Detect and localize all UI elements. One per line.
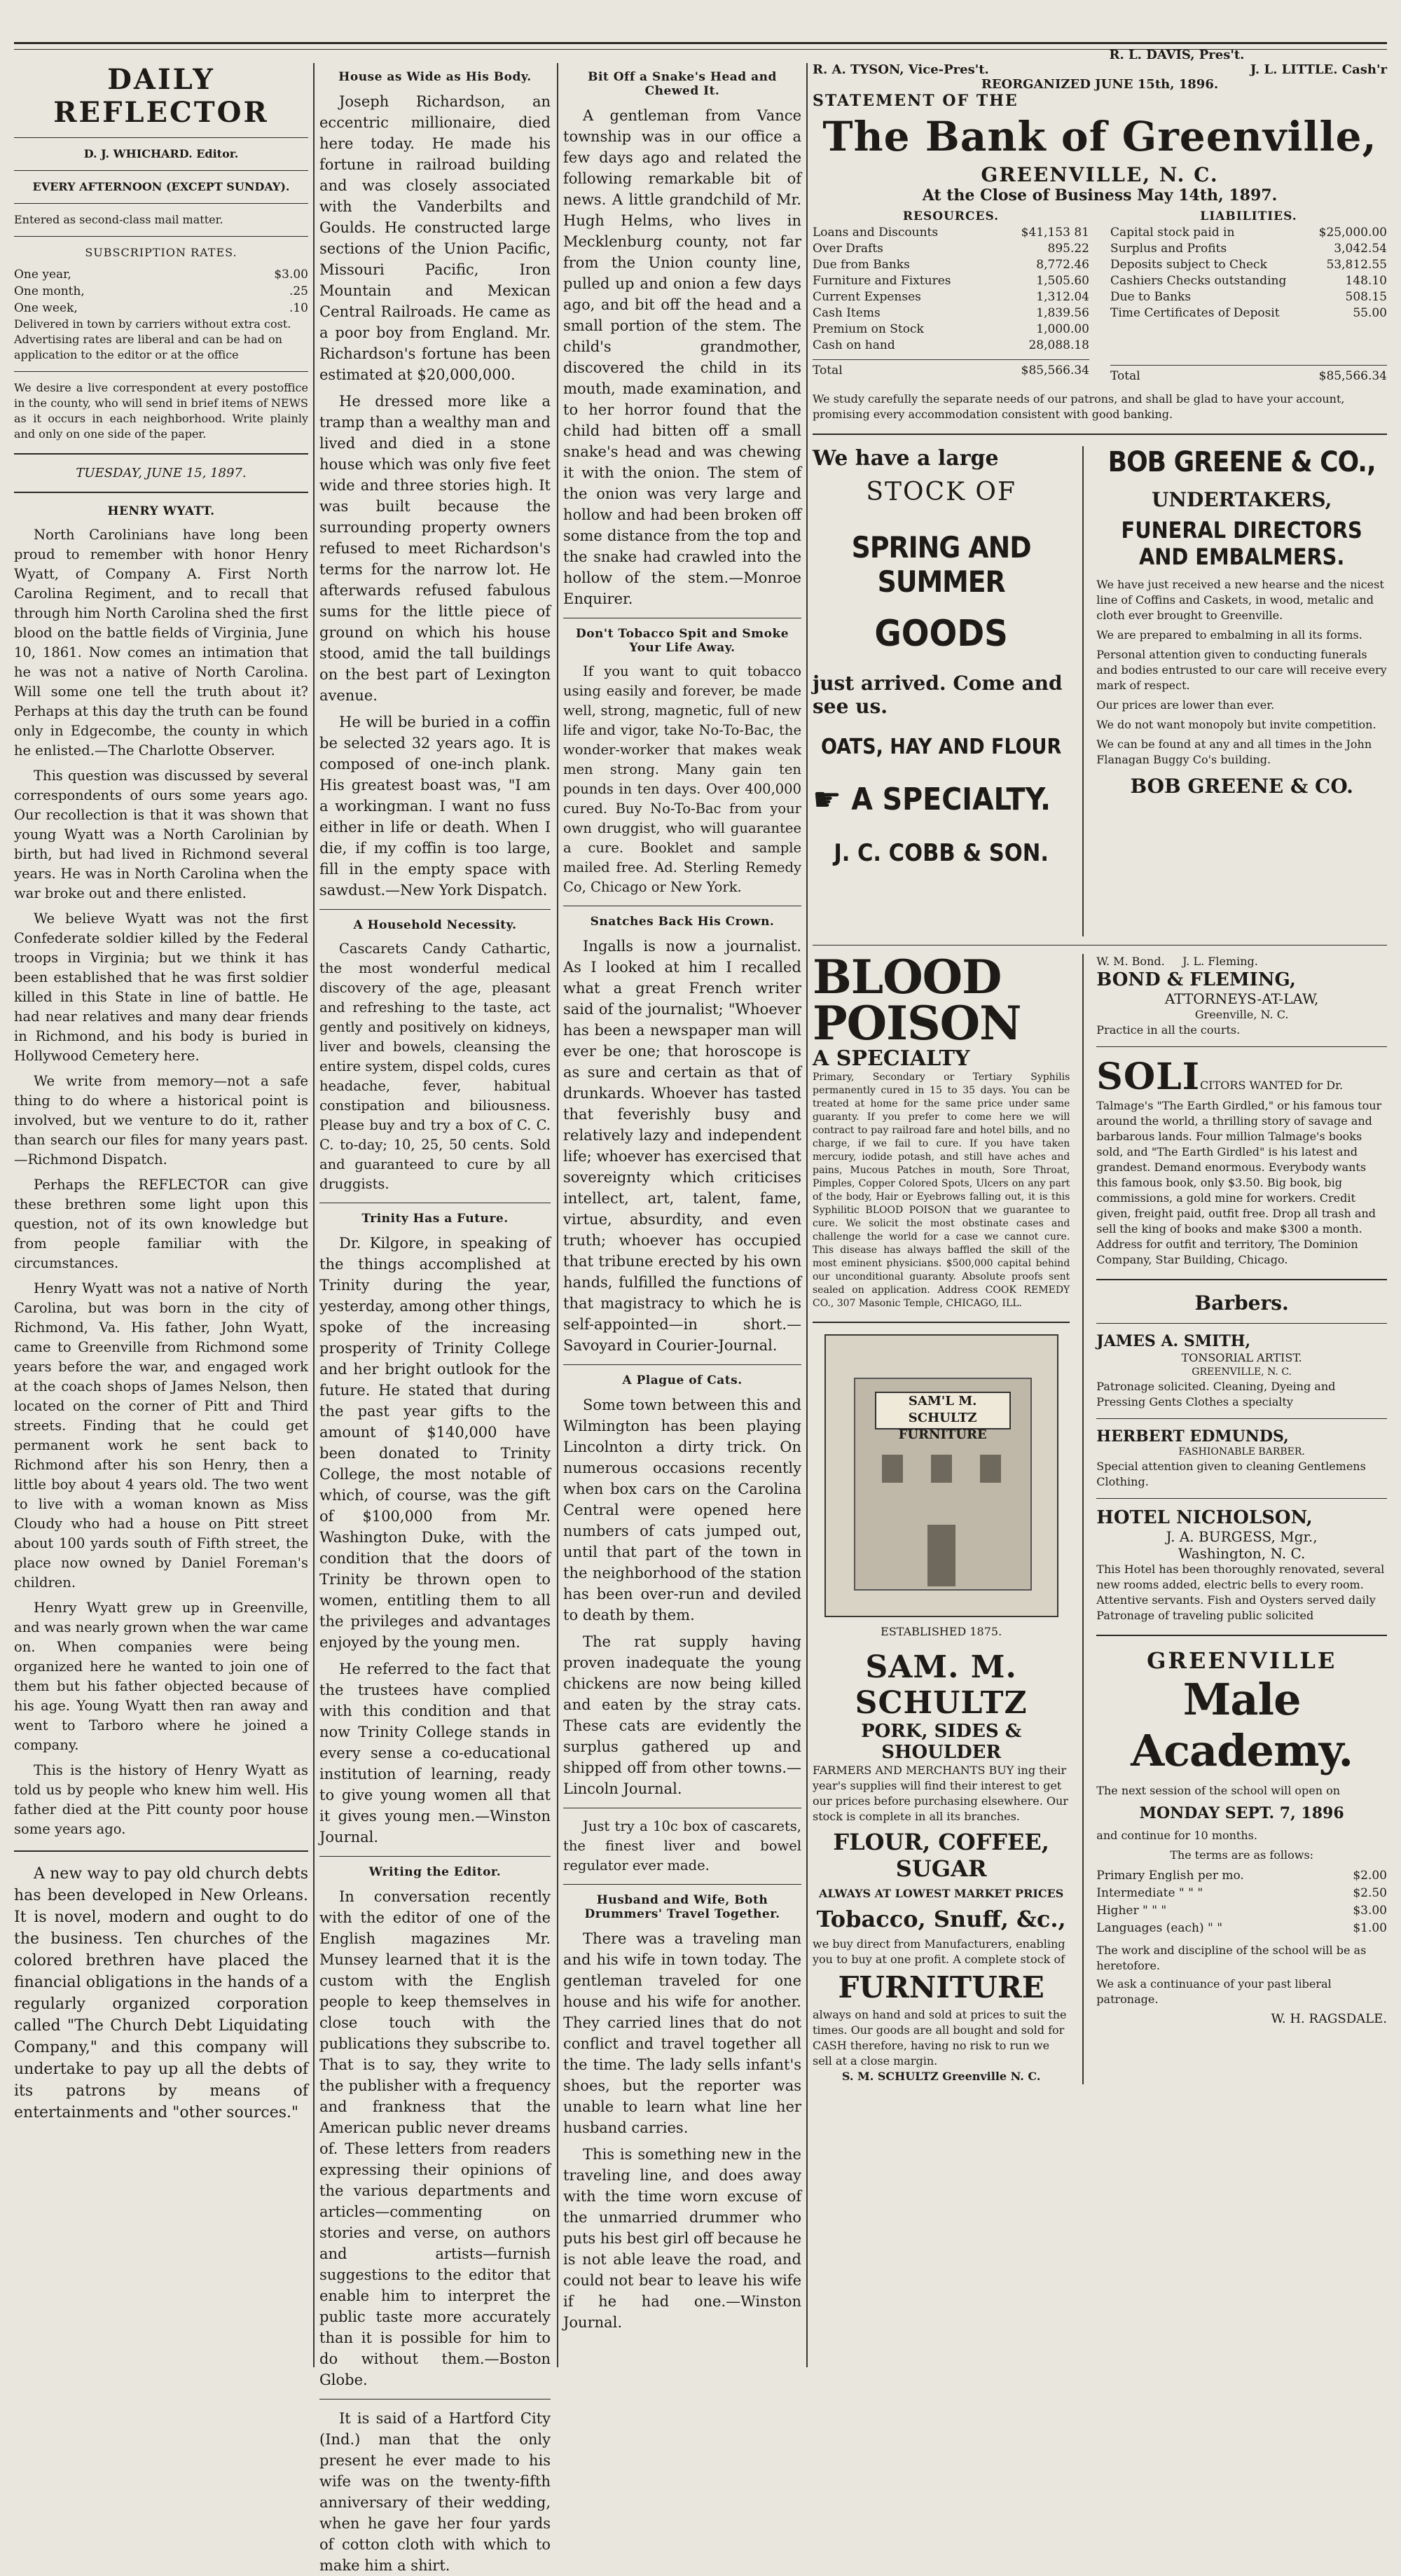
article-paragraph: He will be buried in a coffin be selected 32 years ago. It is composed of one-inch plank. His greatest boast was, "I am a workingman. I want no fuss either in life or death. When I die, if my coffin is too large, fill in the empty space with sawdust.—New York Dispatch. xyxy=(319,714,551,899)
bank-reorganized: REORGANIZED JUNE 15th, 1896. xyxy=(981,77,1219,92)
ledger-total: Total $85,566.34 xyxy=(813,359,1089,379)
ledger-row: Cash on hand 28,088.18 xyxy=(813,338,1089,352)
smith-city: GREENVILLE, N. C. xyxy=(1192,1366,1292,1378)
advertising-note: Advertising rates are liberal and can be had on application to the editor or at the office xyxy=(14,333,282,361)
lawyers-city: Greenville, N. C. xyxy=(1194,1008,1289,1021)
article-title: Bit Off a Snake's Head and Chewed It. xyxy=(588,70,777,98)
academy-session: The next session of the school will open on xyxy=(1096,1784,1341,1797)
terms-row: Primary English per mo. $2.00 xyxy=(1096,1869,1387,1883)
subscription-rates xyxy=(14,266,308,317)
terms-row: Languages (each) " " $1.00 xyxy=(1096,1921,1387,1935)
smith-title: TONSORIAL ARTIST. xyxy=(1181,1351,1302,1364)
article-paragraph: Joseph Richardson, an eccentric millionaire, died here today. He made his fortune in railroad building and was closely associated with the Vanderbilts and Goulds. He constructed large sections of the Union Pacific, Missouri Pacific, Iron Mountain and Mexican Central Railroads. He came as a poor boy from England. Mr. Richardson's fortune has been estimated at $20,000,000. xyxy=(319,93,551,383)
terms-row: Higher " " " $3.00 xyxy=(1096,1904,1387,1918)
bank-close-date: At the Close of Business May 14th, 1897. xyxy=(922,186,1278,205)
ledger-row: Deposits subject to Check 53,812.55 xyxy=(1110,258,1387,272)
article-paragraph: He dressed more like a tramp than a wealthy man and lived and died in a stone house which was only five feet wide and three stories high. It was built because the surrounding property owners refused to meet Richardson's terms for the narrow lot. He afterwards refused fabulous sums for the little piece of ground on which his house stood, amid the tall buildings on the best part of Lexington avenue. xyxy=(319,393,551,704)
ledger-row: Current Expenses 1,312.04 xyxy=(813,290,1089,304)
cobb-name: J. C. COBB & SON. xyxy=(834,839,1049,867)
delivery-note: Delivered in town by carriers without extra cost. xyxy=(14,317,291,331)
store-window xyxy=(882,1455,903,1483)
greene-name: BOB GREENE & CO., xyxy=(1107,446,1376,478)
lawyers-firm: BOND & FLEMING, xyxy=(1096,969,1296,990)
bank-officers xyxy=(813,62,1387,77)
greene-text: Personal attention given to conducting funerals and bodies entrusted to our care will receive every mark of respect. xyxy=(1096,648,1387,692)
article-paragraph: In conversation recently with the editor of one of the English magazines Mr. Munsey learned that it is the custom with the English people to keep themselves in close touch with the publications they subscribe to. That is to say, they write to the publisher with a frequency and frankness that the American public never dreams of. These letters from readers expressing their opinions of the various departments and articles—commenting on stories and verse, on authors and artists—furnish suggestions to the editor that enable him to interpret the public taste more accurately than it is possible for him to do without them.—Boston Globe. xyxy=(319,1888,551,2388)
issue-date: TUESDAY, JUNE 15, 1897. xyxy=(76,466,247,480)
column-2 xyxy=(319,63,551,2574)
article-paragraph: This is something new in the traveling line, and does away with the time worn excuse of the unmarried drummer who puts his best girl off because he is not able leave the road, and could not bear to leave his wife if he had one.—Winston Journal. xyxy=(563,2146,801,2331)
article-paragraph: Dr. Kilgore, in speaking of the things accomplished at Trinity during the year, yesterday, among other things, spoke of the increasing prosperity of Trinity College and her bright outlook for the future. He stated that during the past year gifts to the amount of $140,000 have been donated to Trinity College, the most notable of which, of course, was the gift of $100,000 from Mr. Washington Duke, with the condition that the doors of Trinity be thrown open to women, entitling them to all the privileges and advantages enjoyed by the young men. xyxy=(319,1235,551,1651)
academy-discipline: The work and discipline of the school will be as heretofore. xyxy=(1096,1944,1367,1972)
ledger-row: Time Certificates of Deposit 55.00 xyxy=(1110,306,1387,320)
academy-date: MONDAY SEPT. 7, 1896 xyxy=(1139,1804,1344,1822)
bank-statement: STATEMENT OF THE xyxy=(813,92,1019,110)
masthead-editor: D. J. WHICHARD. Editor. xyxy=(83,147,239,160)
store-illustration xyxy=(824,1334,1058,1617)
ledger-row: Surplus and Profits 3,042.54 xyxy=(1110,242,1387,256)
column-4-advertisements xyxy=(813,48,1387,2352)
edmunds-title: FASHIONABLE BARBER. xyxy=(1178,1446,1305,1457)
article-paragraph: Just try a 10c box of cascarets, the finest liver and bowel regulator ever made. xyxy=(563,1818,801,1874)
article-paragraph: Ingalls is now a journalist. As I looked at him I recalled what a great French writer said of the journalist; "Whoever has been a newspaper man will ever be one; that horoscope is as sure and certain as that of drunkards. Whoever has tasted that feverishly busy and relatively lazy and independent life; whoever has exercised that sovereignty which criticises intellect, art, talent, fame, virtue, absurdity, and even truth; whoever has occupied that tribune erected by his own hands, fulfilled the functions of that magistracy to which he is self-appointed—in short.—Savoyard in Courier-Journal. xyxy=(563,938,801,1354)
rate-row: One month, .25 xyxy=(14,284,308,298)
lawyers-names: W. M. Bond. J. L. Fleming. xyxy=(1096,955,1258,968)
schultz-footer: always on hand and sold at prices to suit the times. Our goods are all bought and sold for CASH therefore, having no risk to run we sell at a close margin. xyxy=(813,2008,1067,2068)
barbers-heading: Barbers. xyxy=(1194,1292,1289,1315)
cobb-specialty: A SPECIALTY. xyxy=(851,781,1051,817)
column-1 xyxy=(14,63,308,2367)
right-ad-stack xyxy=(1084,954,1387,2084)
academy-patronage: We ask a continuance of your past liberal patronage. xyxy=(1096,1977,1332,2006)
greene-ad xyxy=(1084,446,1387,936)
greene-text: We are prepared to embalming in all its forms. xyxy=(1096,628,1362,642)
ledger-row: Loans and Discounts $41,153 81 xyxy=(813,226,1089,240)
bank-vice-president: R. A. TYSON, Vice-Pres't. xyxy=(813,62,989,77)
ad-row-cobb-greene xyxy=(813,446,1387,936)
masthead-schedule: EVERY AFTERNOON (EXCEPT SUNDAY). xyxy=(32,180,290,193)
academy-ad xyxy=(1096,1647,1387,2026)
blood-poison-subtitle: A SPECIALTY xyxy=(813,1046,970,1071)
article-paragraph: A new way to pay old church debts has been developed in New Orleans. It is novel, modern and ought to do the business. Ten churches of the colored brethren have placed the financial obligations in the hands of a regularly organized corporation called "The Church Debt Liquidating Company," and this company will undertake to pay up all the debts of its patrons by means of entertainments and "other sources." xyxy=(14,1865,308,2121)
article-paragraph: North Carolinians have long been proud to remember with honor Henry Wyatt, of Company A. First North Carolina Regiment, and to recall that through him North Carolina shed the first blood on the battle fields of Virginia, June 10, 1861. Now comes an intimation that he was not a native of North Carolina. Will some one tell the truth about it? Perhaps at this day the truth can be found only in Edgecombe, the county in which he enlisted.—The Charlotte Observer. xyxy=(14,527,308,759)
article-paragraph: The rat supply having proven inadequate the young chickens are now being killed and eaten by the stray cats. These cats are evidently the surplus gathered up and shipped off from other towns.—Lincoln Journal. xyxy=(563,1633,801,1797)
article-paragraph: There was a traveling man and his wife in town today. The gentleman traveled for one house and his wife for another. They carried lines that do not conflict and travel together all the time. The lady sells infant's shoes, but the reporter was unable to learn what line her husband carries. xyxy=(563,1930,801,2136)
store-window xyxy=(931,1455,952,1483)
liabilities-heading: LIABILITIES. xyxy=(1200,209,1297,223)
article-paragraph: Perhaps the REFLECTOR can give these brethren some light upon this question, not of its own knowledge but from people familiar with the circumstances. xyxy=(14,1177,308,1271)
schultz-established: ESTABLISHED 1875. xyxy=(881,1625,1002,1638)
column-divider xyxy=(806,63,808,2367)
ledger-row: Furniture and Fixtures 1,505.60 xyxy=(813,274,1089,288)
article-paragraph: Henry Wyatt was not a native of North Carolina, but was born in the city of Richmond, Va. His father, John Wyatt, came to Greenville from Richmond some years before the war, and engaged work at the coach shops of James Nelson, then located on the corner of Pitt and Third streets. Finding that he could get permanent work he sent back to Richmond after his son Henry, then a little boy about 4 years old. The two went to live with a woman known as Miss Cloudy who had a house on Pitt street about 100 yards south of Fifth street, the place now owned by Daniel Foreman's children. xyxy=(14,1280,308,1591)
bank-ad xyxy=(813,48,1387,422)
bank-liabilities xyxy=(1110,209,1387,385)
bank-resources xyxy=(813,209,1089,385)
schultz-tobacco: Tobacco, Snuff, &c., xyxy=(816,1906,1066,1932)
pointing-hand-icon: ☛ xyxy=(813,780,842,818)
masthead-title: DAILY REFLECTOR xyxy=(53,63,269,129)
cobb-oats: OATS, HAY AND FLOUR xyxy=(821,735,1062,759)
store-sign: SAM'L M. SCHULTZ FURNITURE xyxy=(875,1392,1011,1429)
article-paragraph: This question was discussed by several correspondents of ours some years ago. Our recollection is that it was shown that young Wyatt was a North Carolinian by birth, but had lived in Richmond several years. He was in North Carolina when the war broke out and there enlisted. xyxy=(14,768,308,901)
rate-row: One year, $3.00 xyxy=(14,268,308,282)
academy-signature: W. H. RAGSDALE. xyxy=(1271,2011,1387,2026)
greene-funeral: FUNERAL DIRECTORS AND EMBALMERS. xyxy=(1121,517,1362,570)
schultz-name: SAM. M. SCHULTZ xyxy=(855,1649,1028,1721)
article-title: HENRY WYATT. xyxy=(107,504,215,518)
rate-row: One week, .10 xyxy=(14,301,308,315)
hotel-ad xyxy=(1096,1507,1387,1623)
article-title: A Plague of Cats. xyxy=(622,1373,743,1387)
solicitors-text: CITORS WANTED for Dr. Talmage's "The Earth Girdled," or his famous tour around the world, a thrilling story of savage and barbarous lands. Four million Talmage's books sold, and "The Earth Girdled" is his latest and grandest. Demand enormous. Everybody wants this famous book, only $3.50. Big book, big commissions, a gold mine for workers. Credit given, freight paid, outfit free. Drop all trash and sell the king of books and make $300 a month. Address for outfit and territory, The Dominion Company, Star Building, Chicago. xyxy=(1096,1079,1382,1266)
solicitors-head: SOLI xyxy=(1096,1055,1201,1098)
correspondent-note: We desire a live correspondent at every postoffice in the county, who will send in brief items of NEWS as it occurs in each neighborhood. Write plainly and only on one side of the paper. xyxy=(14,381,308,441)
ledger-row: Cashiers Checks outstanding 148.10 xyxy=(1110,274,1387,288)
ad-row-lower xyxy=(813,950,1387,2084)
article-paragraph: Cascarets Candy Cathartic, the most wonderful medical discovery of the age, pleasant and refreshing to the taste, act gently and positively on kidneys, liver and bowels, cleansing the entire system, dispel colds, cures headache, fever, habitual constipation and biliousness. Please buy and try a box of C. C. C. to-day; 10, 25, 50 cents. Sold and guaranteed to cure by all druggists. xyxy=(319,941,551,1192)
blood-poison-text: Primary, Secondary or Tertiary Syphilis permanently cured in 15 to 35 days. You can be treated at home for the same price under same guaranty. If you prefer to come here we will contract to pay railroad fare and hotel bills, and no charge, if we fail to cure. If you have taken mercury, iodide potash, and still have aches and pains, Mucous Patches in mouth, Sore Throat, Pimples, Copper Colored Spots, Ulcers on any part of the body, Hair or Eyebrows falling out, it is this Syphilitic BLOOD POISON that we guarantee to cure. We solicit the most obstinate cases and challenge the world for a case we cannot cure. This disease has always baffled the skill of the most eminent physicians. $500,000 capital behind our unconditional guaranty. Absolute proofs sent sealed on application. Address COOK REMEDY CO., 307 Masonic Temple, CHICAGO, ILL. xyxy=(813,1072,1070,1309)
smith-name: JAMES A. SMITH, xyxy=(1096,1332,1251,1350)
article-paragraph: We believe Wyatt was not the first Confederate soldier killed by the Federal troops in Virginia; but we think it has been established that he was first soldier killed in this State in line of battle. He had near relatives and many dear friends in Richmond, and his body is buried in Hollywood Cemetery here. xyxy=(14,910,308,1064)
bank-ledger xyxy=(813,209,1387,385)
cobb-arrived: just arrived. Come and see us. xyxy=(813,672,1063,718)
schultz-furniture: FURNITURE xyxy=(838,1970,1044,2004)
schultz-flour: FLOUR, COFFEE, SUGAR xyxy=(833,1829,1049,1882)
article-title: Don't Tobacco Spit and Smoke Your Life Away. xyxy=(575,627,789,655)
article-paragraph: We write from memory—not a safe thing to do where a historical point is involved, but we venture to do it, rather than search our files for many years past.—Richmond Dispatch. xyxy=(14,1073,308,1168)
ledger-row: Capital stock paid in $25,000.00 xyxy=(1110,226,1387,240)
edmunds-ad xyxy=(1096,1427,1387,1490)
terms-row: Intermediate " " " $2.50 xyxy=(1096,1886,1387,1900)
article-paragraph: Henry Wyatt grew up in Greenville, and was nearly grown when the war came on. When companies were being organized here he wanted to join one of them but his father objected because of his age. Young Wyatt then ran away and went to Tarboro where he joined a company. xyxy=(14,1600,308,1753)
edmunds-text: Special attention given to cleaning Gentlemens Clothing. xyxy=(1096,1460,1366,1488)
bank-city: GREENVILLE, N. C. xyxy=(981,163,1219,186)
mail-class-note: Entered as second-class mail matter. xyxy=(14,213,223,226)
greene-text: We can be found at any and all times in the John Flanagan Buggy Co's building. xyxy=(1096,738,1372,766)
article-title: A Household Necessity. xyxy=(353,918,517,932)
greene-signature: BOB GREENE & CO. xyxy=(1130,775,1353,798)
hotel-city: Washington, N. C. xyxy=(1178,1545,1306,1562)
bank-cashier: J. L. LITTLE. Cash'r xyxy=(1250,62,1387,77)
bank-footer: We study carefully the separate needs of our patrons, and shall be glad to have your account, promising every accommodation consistent with good banking. xyxy=(813,392,1345,421)
lawyers-ad xyxy=(1096,954,1387,1038)
bank-president: R. L. DAVIS, Pres't. xyxy=(1109,48,1245,62)
column-divider xyxy=(313,63,315,2367)
schultz-ad xyxy=(813,1334,1070,2084)
academy-name: Male Academy. xyxy=(1131,1674,1353,1776)
article-title: Trinity Has a Future. xyxy=(361,1212,509,1226)
edmunds-name: HERBERT EDMUNDS, xyxy=(1096,1427,1289,1446)
cobb-intro: We have a large xyxy=(813,446,999,471)
article-paragraph: It is said of a Hartford City (Ind.) man that the only present he ever made to his wife was on the twenty-fifth anniversary of their wedding, when he gave her four yards of cotton cloth with which to make him a shirt. xyxy=(319,2410,551,2574)
hotel-text: This Hotel has been thoroughly renovated, several new rooms added, electric bells to every room. Attentive servants. Fish and Oysters served daily Patronage of traveling public solicited xyxy=(1096,1563,1385,1622)
article-paragraph: A gentleman from Vance township was in our office a few days ago and related the following remarkable bit of news. A little grandchild of Mr. Hugh Helms, who lives in Mecklenburg county, not far from the Union county line, pulled up and onion a few days ago, and bit off the head and a small portion of the stem. The child's grandmother, discovered the child in its mouth, made examination, and to her horror found that the child had bitten off a small snake's head and was chewing it with the onion. The stem of the onion was very large and hollow and had been broken off some distance from the top and the snake had crawled into the hollow of the stem.—Monroe Enquirer. xyxy=(563,107,801,607)
lawyers-title: ATTORNEYS-AT-LAW, xyxy=(1164,990,1319,1007)
resources-heading: RESOURCES. xyxy=(902,209,1000,223)
cobb-spring: SPRING AND SUMMER xyxy=(851,530,1031,599)
store-window xyxy=(980,1455,1001,1483)
greene-text: We do not want monopoly but invite competition. xyxy=(1096,718,1376,731)
cobb-goods: GOODS xyxy=(874,613,1008,655)
subscription-heading: SUBSCRIPTION RATES. xyxy=(85,246,237,259)
article-paragraph: Some town between this and Wilmington has been playing Lincolnton a dirty trick. On numerous occasions recently when box cars on the Carolina Central were opened here numbers of cats jumped out, until that part of the town in the neighborhood of the station has been over-run and deviled to death by them. xyxy=(563,1397,801,1623)
smith-ad xyxy=(1096,1332,1387,1410)
academy-terms xyxy=(1096,1867,1387,1937)
article-paragraph: If you want to quit tobacco using easily and forever, be made well, strong, magnetic, full of new life and vigor, take No-To-Bac, the wonder-worker that makes weak men strong. Many gain ten pounds in ten days. Over 400,000 cured. Buy No-To-Bac from your own druggist, who will guarantee a cure. Booklet and sample mailed free. Ad. Sterling Remedy Co, Chicago or New York. xyxy=(563,663,801,895)
article-title: Writing the Editor. xyxy=(368,1865,502,1879)
hotel-name: HOTEL NICHOLSON, xyxy=(1096,1507,1313,1528)
solicitors-ad xyxy=(1096,1055,1387,1268)
lawyers-practice: Practice in all the courts. xyxy=(1096,1023,1241,1037)
greene-undertakers: UNDERTAKERS, xyxy=(1151,488,1332,511)
ledger-row: Premium on Stock 1,000.00 xyxy=(813,322,1089,336)
greene-text: We have just received a new hearse and the nicest line of Coffins and Caskets, in wood, metalic and cloth ever brought to Greenville. xyxy=(1096,578,1384,622)
academy-city: GREENVILLE xyxy=(1147,1647,1337,1674)
schultz-always: ALWAYS AT LOWEST MARKET PRICES xyxy=(818,1887,1064,1900)
article-title: Snatches Back His Crown. xyxy=(590,915,775,929)
article-paragraph: This is the history of Henry Wyatt as told us by people who knew him well. His father died at the Pitt county poor house some years ago. xyxy=(14,1762,308,1837)
blood-poison-title: BLOOD POISON xyxy=(813,950,1021,1051)
ledger-row: Over Drafts 895.22 xyxy=(813,242,1089,256)
schultz-pork: PORK, SIDES & SHOULDER xyxy=(861,1721,1022,1763)
greene-text: Our prices are lower than ever. xyxy=(1096,698,1275,712)
blood-poison-ad xyxy=(813,950,1070,1310)
article-title: House as Wide as His Body. xyxy=(338,70,532,84)
ledger-row: Due to Banks 508.15 xyxy=(1110,290,1387,304)
article-paragraph: He referred to the fact that the trustees have complied with this condition and that now Trinity College stands in every sense a co-educational institution of learning, ready to give young women all that it gives young men.—Winston Journal. xyxy=(319,1661,551,1846)
smith-text: Patronage solicited. Cleaning, Dyeing and Pressing Gents Clothes a specialty xyxy=(1096,1380,1336,1408)
schultz-signature: S. M. SCHULTZ Greenville N. C. xyxy=(841,2070,1041,2083)
top-rule xyxy=(14,42,1387,44)
column-divider xyxy=(557,63,558,2367)
hotel-manager: J. A. BURGESS, Mgr., xyxy=(1166,1528,1318,1545)
article-title: Husband and Wife, Both Drummers' Travel Together. xyxy=(584,1893,780,1921)
ledger-total: Total $85,566.34 xyxy=(1110,365,1387,385)
schultz-farmers: FARMERS AND MERCHANTS BUY ing their year's supplies will find their interest to get our prices before purchasing elsewhere. Our stock is complete in all its branches. xyxy=(813,1764,1068,1823)
bank-name: The Bank of Greenville, xyxy=(822,113,1377,160)
store-door xyxy=(927,1525,955,1586)
academy-terms-heading: The terms are as follows: xyxy=(1170,1848,1314,1862)
cobb-stock: STOCK OF xyxy=(866,478,1016,506)
left-ad-stack xyxy=(813,950,1084,2084)
academy-months: and continue for 10 months. xyxy=(1096,1829,1257,1842)
cobb-ad xyxy=(813,446,1084,936)
column-3 xyxy=(563,63,801,2367)
ledger-row: Due from Banks 8,772.46 xyxy=(813,258,1089,272)
ledger-row: Cash Items 1,839.56 xyxy=(813,306,1089,320)
schultz-buy: we buy direct from Manufacturers, enabling you to buy at one profit. A complete stock of xyxy=(813,1937,1065,1966)
